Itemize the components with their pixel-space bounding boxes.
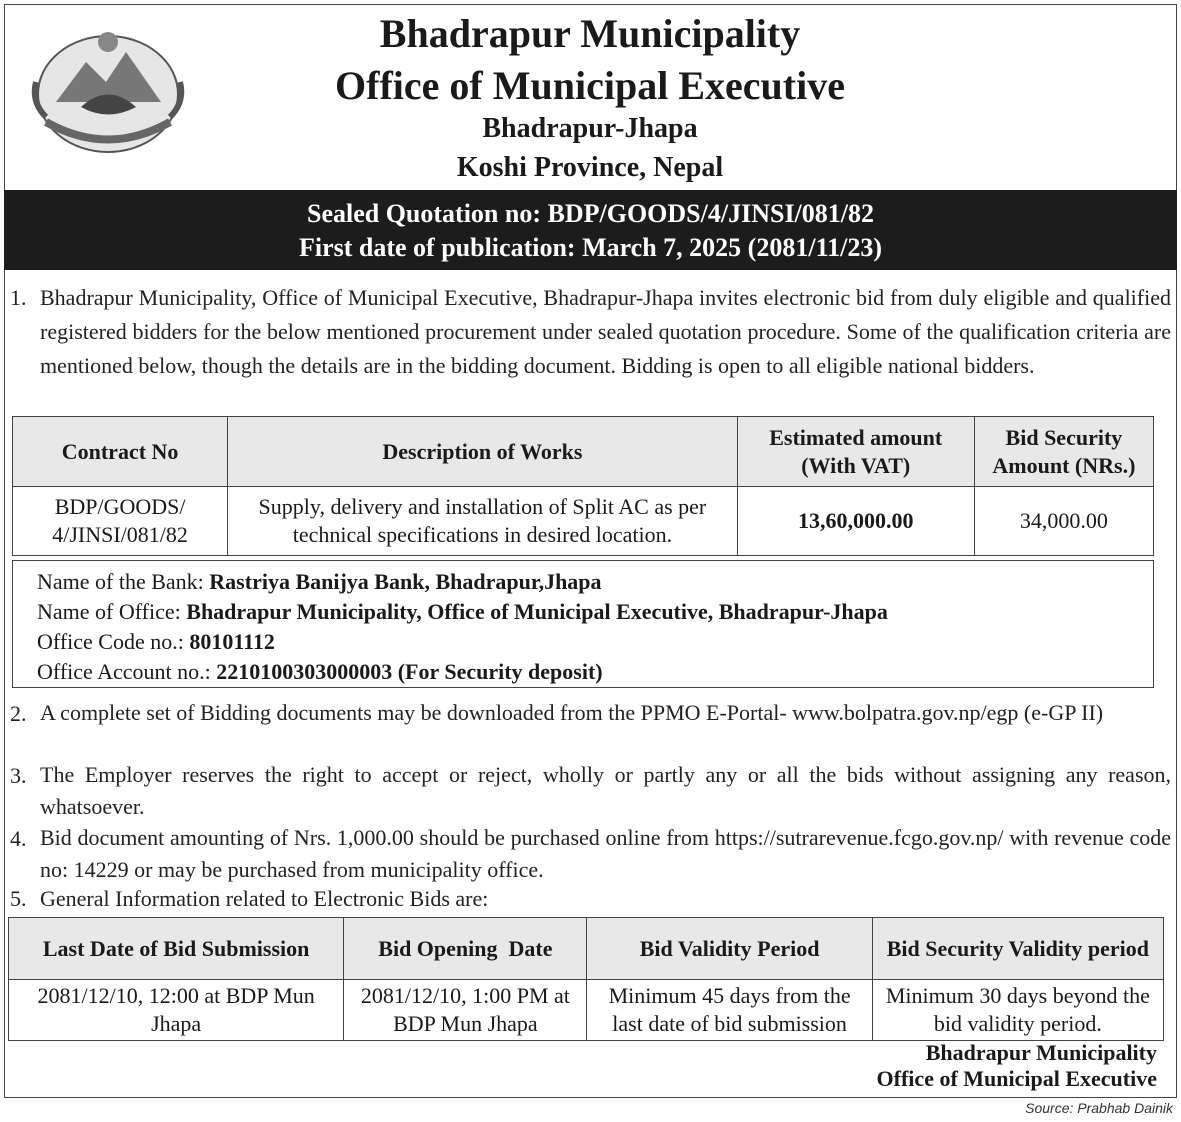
publication-date: First date of publication: March 7, 2025 (2081/11/23) <box>298 233 883 262</box>
office-province: Koshi Province, Nepal <box>456 152 724 183</box>
item-5-text: General Information related to Electronic Bids are: <box>40 886 489 911</box>
header-description: Description of Works <box>228 417 737 487</box>
header-estimated-amount: Estimated amount (With VAT) <box>737 417 974 487</box>
office-name-label: Name of Office: <box>37 599 181 624</box>
header-opening-date: Bid Opening Date <box>344 918 587 980</box>
contract-table <box>12 416 1154 556</box>
signature-line-1: Bhadrapur Municipality <box>925 1040 1157 1065</box>
office-code-line <box>37 627 1153 657</box>
bid-info-table <box>8 917 1164 1041</box>
bank-name-label: Name of the Bank: <box>37 569 204 594</box>
cell-bid-security: 34,000.00 <box>974 487 1153 556</box>
nepal-government-emblem-icon <box>26 22 190 162</box>
header-last-submission-date: Last Date of Bid Submission <box>9 918 344 980</box>
header <box>0 0 1181 190</box>
office-code-label: Office Code no.: <box>37 629 184 654</box>
cell-description: Supply, delivery and installation of Split AC as per technical specifications in desired location. <box>228 487 737 556</box>
table-row <box>9 980 1164 1041</box>
bank-name-value: Rastriya Banijya Bank, Bhadrapur,Jhapa <box>209 569 602 594</box>
quotation-number: Sealed Quotation no: BDP/GOODS/4/JINSI/081/82 <box>306 199 875 228</box>
item-2-number: 2. <box>10 701 27 726</box>
item-2-text: A complete set of Bidding documents may be downloaded from the PPMO E-Portal- www.bolpatra.gov.np/egp (e-GP II) <box>40 700 1104 725</box>
item-1-text: Bhadrapur Municipality, Office of Municipal Executive, Bhadrapur-Jhapa invites electronic bid from duly eligible and qualified registered bidders for the below mentioned procurement under sealed quotation procedure. Some of the qualification criteria are mentioned below, though the details are in the bidding document. Bidding is open to all eligible national bidders. <box>40 285 1171 378</box>
header-security-validity: Bid Security Validity period <box>872 918 1163 980</box>
bank-name-line <box>37 567 1153 597</box>
signature-block <box>877 1040 1157 1092</box>
office-name-line <box>37 597 1153 627</box>
notice-title-bar <box>4 190 1177 270</box>
cell-contract-no: BDP/GOODS/ 4/JINSI/081/82 <box>13 487 228 556</box>
item-5-number: 5. <box>10 886 27 911</box>
item-4-number: 4. <box>10 826 27 851</box>
item-3-number: 3. <box>10 763 27 788</box>
header-validity-period: Bid Validity Period <box>587 918 872 980</box>
cell-opening-date: 2081/12/10, 1:00 PM at BDP Mun Jhapa <box>344 980 587 1041</box>
table-row <box>13 487 1154 556</box>
signature-line-2: Office of Municipal Executive <box>876 1066 1157 1091</box>
account-line <box>37 657 1153 687</box>
office-name: Office of Municipal Executive <box>335 63 845 108</box>
account-label: Office Account no.: <box>37 659 211 684</box>
cell-submission-date: 2081/12/10, 12:00 at BDP Mun Jhapa <box>9 980 344 1041</box>
contract-table-header-row <box>13 417 1154 487</box>
header-contract-no: Contract No <box>13 417 228 487</box>
cell-validity-period: Minimum 45 days from the last date of bid submission <box>587 980 872 1041</box>
bank-details <box>12 560 1154 688</box>
source-credit: Source: Prabhab Dainik <box>1025 1100 1173 1116</box>
cell-security-validity: Minimum 30 days beyond the bid validity period. <box>872 980 1163 1041</box>
office-name-value: Bhadrapur Municipality, Office of Municipal Executive, Bhadrapur-Jhapa <box>186 599 888 624</box>
org-name: Bhadrapur Municipality <box>379 11 801 56</box>
office-location: Bhadrapur-Jhapa <box>482 113 698 144</box>
item-3-text: The Employer reserves the right to accept or reject, wholly or partly any or all the bids without assigning any reason, whatsoever. <box>40 762 1171 819</box>
header-bid-security: Bid Security Amount (NRs.) <box>974 417 1153 487</box>
item-1-number: 1. <box>10 285 27 310</box>
account-value: 2210100303000003 (For Security deposit) <box>216 659 603 684</box>
office-code-value: 80101112 <box>189 629 275 654</box>
item-4-text: Bid document amounting of Nrs. 1,000.00 should be purchased online from https://sutrarevenue.fcgo.gov.np/ with revenue code no: 14229 or may be purchased from municipality office. <box>40 825 1171 882</box>
cell-estimated-amount: 13,60,000.00 <box>737 487 974 556</box>
bid-info-header-row <box>9 918 1164 980</box>
